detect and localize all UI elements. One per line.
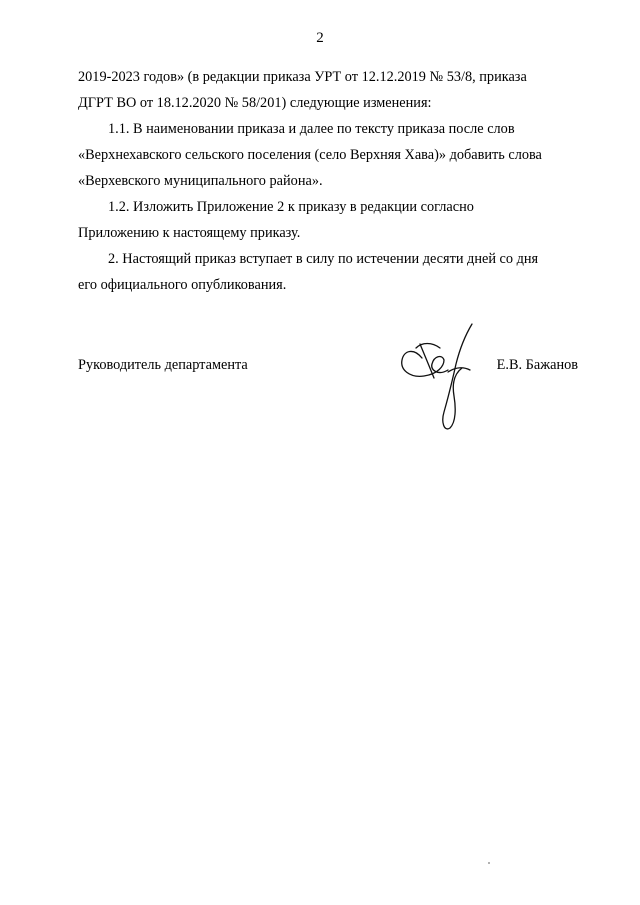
paragraph-intro — [78, 64, 578, 116]
scan-speck — [488, 862, 490, 864]
page-number: 2 — [316, 30, 324, 46]
paragraph-item-1-2 — [78, 194, 578, 246]
text-line: 2. Настоящий приказ вступает в силу по истечении десяти дней со дня — [108, 251, 539, 267]
text-line: «Верхевского муниципального района». — [78, 173, 323, 189]
text-line: его официального опубликования. — [78, 277, 287, 293]
paragraph-item-1-1 — [78, 116, 578, 194]
text-line: 1.1. В наименовании приказа и далее по тексту приказа после слов — [108, 121, 515, 137]
signer-title: Руководитель департамента — [78, 357, 248, 373]
signer-name: Е.В. Бажанов — [496, 357, 578, 373]
text-line: «Верхнехавского сельского поселения (село Верхняя Хава)» добавить слова — [78, 147, 542, 163]
text-line: Приложению к настоящему приказу. — [78, 225, 301, 241]
text-line: 1.2. Изложить Приложение 2 к приказу в редакции согласно — [108, 199, 474, 215]
handwritten-signature — [392, 318, 488, 436]
document-body — [78, 64, 578, 298]
text-line: 2019-2023 годов» (в редакции приказа УРТ от 12.12.2019 № 53/8, приказа — [78, 69, 527, 85]
paragraph-item-2 — [78, 246, 578, 298]
text-line: ДГРТ ВО от 18.12.2020 № 58/201) следующие изменения: — [78, 95, 432, 111]
